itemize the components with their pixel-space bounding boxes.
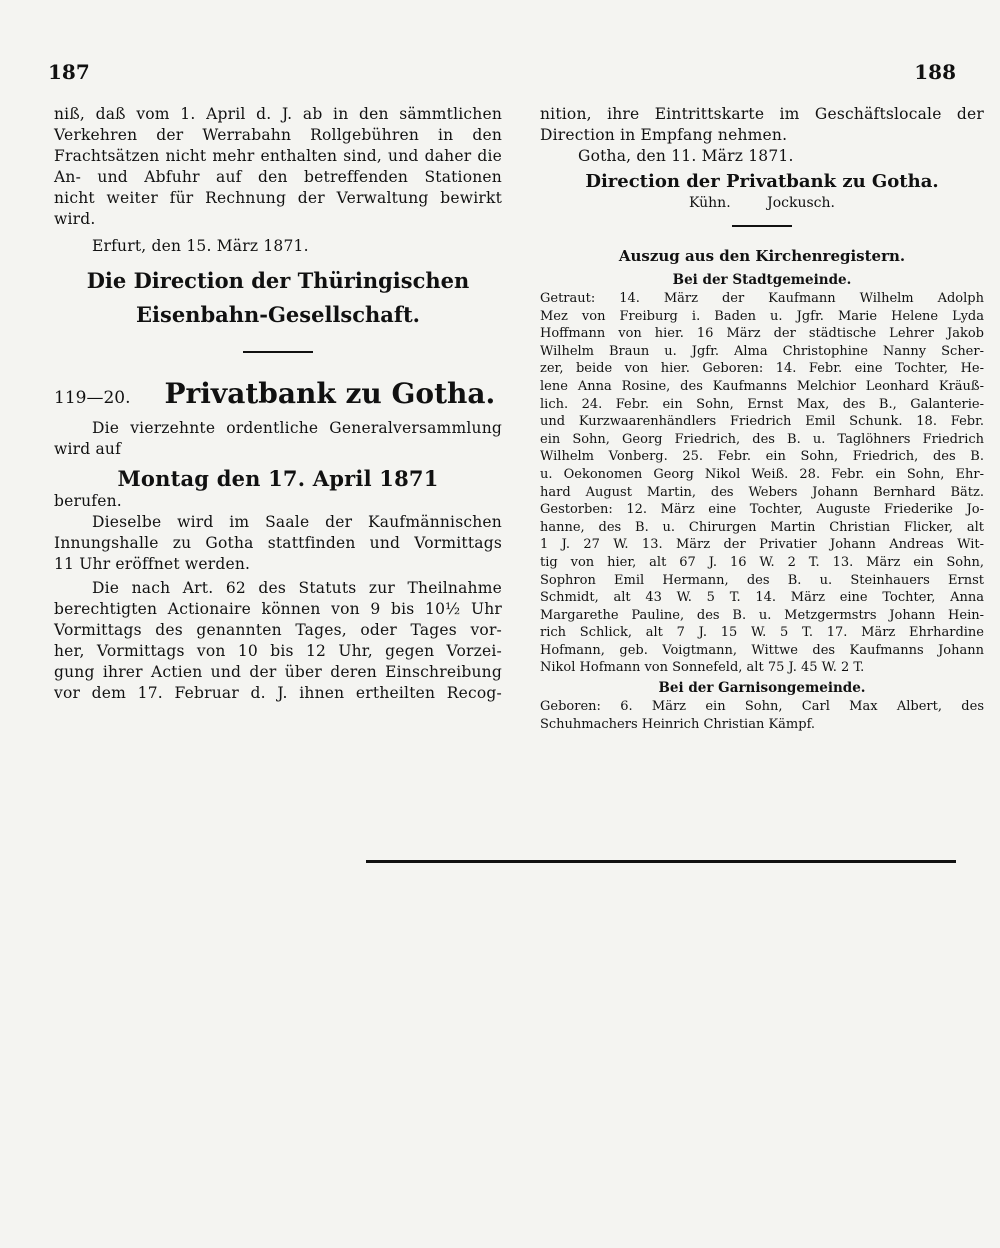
separator [243,351,313,353]
continuation-text [540,104,984,167]
text-line: An- und Abfuhr auf den betreffenden Stationen [54,168,502,186]
section-title: Privatbank zu Gotha. [164,377,496,410]
city-register-entries [540,290,984,677]
end-rule [366,860,956,863]
group-title-city: Bei der Stadtgemeinde. [672,272,852,288]
place-date: Gotha, den 11. März 1871. [578,147,794,165]
text-line: Die vierzehnte ordentliche Generalversammlung [92,419,502,437]
text-line: zer, beide von hier. Geboren: 14. Febr. eine Tochter, He- [540,361,984,377]
text-line: und Kurzwaarenhändlers Friedrich Emil Schunk. 18. Febr. [540,414,984,430]
signatory-name: Jockusch. [767,195,835,211]
text-line: nition, ihre Eintrittskarte im Geschäftslocale der [540,105,984,123]
text-line: hard August Martin, des Webers Johann Bernhard Bätz. [540,484,984,500]
text-line: Mez von Freiburg i. Baden u. Jgfr. Marie Helene Lyda [540,308,984,324]
text-line: Direction in Empfang nehmen. [540,126,788,144]
text-line: wird auf [54,440,122,458]
text-line: Wilhelm Braun u. Jgfr. Alma Christophine Nanny Scher- [540,343,984,359]
signature-line-1: Die Direction der Thüringischen [86,268,470,293]
section-heading [54,377,502,410]
text-line: Wilhelm Vonberg. 25. Febr. ein Sohn, Friedrich, des B. [540,449,984,465]
text-line: vor dem 17. Februar d. J. ihnen ertheilten Recog- [54,684,502,702]
signatory-name: Kühn. [689,195,731,211]
text-line: Dieselbe wird im Saale der Kaufmännischen [92,513,502,531]
text-line: gung ihrer Actien und der über deren Einschreibung [54,663,502,681]
text-line: Gestorben: 12. März eine Tochter, Auguste Friederike Jo- [540,502,984,518]
announcement-text [54,418,502,704]
text-line: hanne, des B. u. Chirurgen Martin Christian Flicker, alt [540,519,984,535]
text-line: Schuhmachers Heinrich Christian Kämpf. [540,716,816,732]
text-line: lene Anna Rosine, des Kaufmanns Melchior Leonhard Kräuß- [540,378,984,394]
text-line: Innungshalle zu Gotha stattfinden und Vormittags [54,534,502,552]
railway-notice-text [54,104,502,230]
text-line: her, Vormittags von 10 bis 12 Uhr, gegen Vorzei- [54,642,502,660]
page-number-right: 188 [914,60,956,84]
section-number: 119—20. [54,388,131,408]
left-column [54,104,502,704]
right-column [540,104,984,733]
group-title-garrison: Bei der Garnisongemeinde. [658,680,866,697]
place-date: Erfurt, den 15. März 1871. [92,237,309,255]
signatory-names [540,195,984,211]
text-line: Hofmann, geb. Voigtmann, Wittwe des Kaufmanns Johann [540,642,984,658]
text-line: Margarethe Pauline, des B. u. Metzgermstrs Johann Hein- [540,607,984,623]
text-line: tig von hier, alt 67 J. 16 W. 2 T. 13. März ein Sohn, [540,554,984,570]
text-line: berufen. [54,492,122,510]
text-line: Geboren: 6. März ein Sohn, Carl Max Albert, des [540,699,984,715]
signature-line-2: Eisenbahn-Gesellschaft. [136,302,420,327]
text-line: Nikol Hofmann von Sonnefeld, alt 75 J. 45 W. 2 T. [540,660,865,676]
text-line: Sophron Emil Hermann, des B. u. Steinhauers Ernst [540,572,984,588]
text-line: 11 Uhr eröffnet werden. [54,555,251,573]
bank-signature: Direction der Privatbank zu Gotha. [585,171,939,192]
text-line: Getraut: 14. März der Kaufmann Wilhelm Adolph [540,291,984,306]
text-line: niß, daß vom 1. April d. J. ab in den sämmtlichen [54,105,502,123]
church-register-title: Auszug aus den Kirchenregistern. [618,247,906,265]
text-line: Schmidt, alt 43 W. 5 T. 14. März eine Tochter, Anna [540,590,984,606]
text-line: Hoffmann von hier. 16 März der städtische Lehrer Jakob [540,326,984,342]
text-line: Frachtsätzen nicht mehr enthalten sind, und daher die [54,147,502,165]
garrison-register-entries [540,698,984,733]
text-line: u. Oekonomen Georg Nikol Weiß. 28. Febr. ein Sohn, Ehr- [540,466,984,482]
text-line: 1 J. 27 W. 13. März der Privatier Johann Andreas Wit- [540,537,984,553]
text-line: ein Sohn, Georg Friedrich, des B. u. Taglöhners Friedrich [540,431,984,447]
separator [732,225,792,227]
text-line: nicht weiter für Rechnung der Verwaltung bewirkt [54,189,502,207]
text-line: berechtigten Actionaire können von 9 bis 10½ Uhr [54,600,502,618]
text-line: wird. [54,210,96,228]
text-line: Vormittags des genannten Tages, oder Tages vor- [54,621,502,639]
text-line: rich Schlick, alt 7 J. 15 W. 5 T. 17. März Ehrhardine [540,625,984,641]
text-line: lich. 24. Febr. ein Sohn, Ernst Max, des B., Galanterie- [540,396,984,412]
meeting-date: Montag den 17. April 1871 [117,466,439,491]
text-line: Die nach Art. 62 des Statuts zur Theilnahme [92,579,502,597]
text-line: Verkehren der Werrabahn Rollgebühren in den [54,126,502,144]
page-number-left: 187 [48,60,90,84]
